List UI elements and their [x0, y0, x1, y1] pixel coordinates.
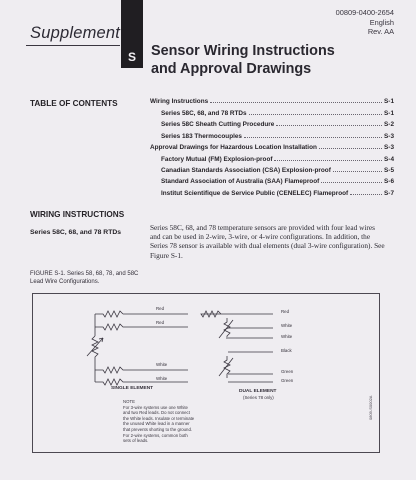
toc-item[interactable] [150, 95, 394, 105]
toc-leader [321, 182, 382, 183]
single-label-white-2: White [156, 376, 168, 381]
note-line: that prevents shorting to the ground. [123, 426, 193, 432]
wiring-body-text: Series 58C, 68, and 78 temperature sensors are provided with four lead wires and can be used in 2-wire, 3-wire, or 4-wire configurations. In addition, the Series 78 sensor is available with dual elements (dual 3-wire configuration). See Figure S-1. [150, 223, 385, 260]
toc-item-label: Wiring Instructions [150, 98, 209, 105]
toc-leader [276, 125, 382, 126]
toc-heading: TABLE OF CONTENTS [30, 99, 118, 108]
single-element-resistor [92, 336, 98, 382]
title-line-1: Sensor Wiring Instructions [151, 43, 335, 59]
toc-leader [249, 114, 382, 115]
wiring-subheading: Series 58C, 68, and 78 RTDs [30, 229, 122, 236]
toc-item-label: Canadian Standards Association (CSA) Explosion-proof [161, 167, 331, 174]
toc-item-label: Series 58C Sheath Cutting Procedure [161, 121, 275, 128]
dual-lead-wires-green [228, 374, 273, 382]
figure-note [123, 399, 194, 444]
drawing-id: 0809-S0002A [368, 395, 373, 420]
toc-leader [244, 137, 382, 138]
toc-item-label: Institut Scientifique de Service Public (CENELEC) Flameproof [161, 190, 349, 197]
supplement-label: Supplement [30, 24, 121, 42]
page-title [151, 42, 335, 78]
toc-item-label: Approval Drawings for Hazardous Location Installation [150, 144, 317, 151]
dual-element-caption: DUAL ELEMENT [239, 389, 277, 394]
note-line: the White leads. Insulate or terminate [123, 415, 195, 421]
single-label-white-1: White [156, 362, 168, 367]
toc-item-page: S-3 [384, 133, 394, 140]
toc-leader [350, 194, 382, 195]
single-element-drawing [87, 311, 188, 385]
toc-item-page: S-2 [384, 121, 394, 128]
supplement-underline [26, 45, 120, 46]
toc-item[interactable] [161, 107, 394, 117]
dual-element-drawing [201, 311, 273, 382]
doc-language: English [369, 17, 394, 27]
toc-item-label: Standard Association of Australia (SAA) Flameproof [161, 178, 320, 185]
note-line: and two Red leads. Do not connect [123, 410, 190, 416]
toc-item[interactable] [161, 130, 394, 140]
toc-leader [274, 160, 382, 161]
toc-item-page: S-5 [384, 167, 394, 174]
figure-caption-line-2: Lead Wire Configurations. [30, 278, 100, 285]
dual-label-red: Red [281, 309, 290, 314]
section-tab [121, 0, 143, 68]
dual-label-white-1: White [281, 323, 293, 328]
note-heading: NOTE [123, 399, 135, 404]
figure-caption [30, 271, 138, 286]
note-line: For 3-wire systems use one White [123, 404, 188, 410]
toc-item[interactable] [161, 118, 394, 128]
toc-item-page: S-1 [384, 110, 394, 117]
toc-item-page: S-3 [384, 144, 394, 151]
section-letter: S [127, 50, 136, 64]
dual-lead-wires-white [228, 328, 273, 338]
doc-number: 00809-0400-2654 [335, 8, 394, 17]
single-lead-resistor-4 [95, 379, 135, 385]
single-lead-resistor-1 [95, 311, 135, 317]
toc-leader [210, 102, 382, 103]
single-lead-resistor-2 [95, 324, 135, 330]
toc-item[interactable] [161, 175, 394, 185]
dual-lead-resistor-1 [201, 311, 273, 317]
single-element-caption: SINGLE ELEMENT [111, 386, 154, 391]
dual-element-resistor-2 [224, 356, 230, 378]
dual-element-resistor-1 [224, 318, 230, 339]
doc-revision: Rev. AA [367, 27, 394, 37]
dual-label-green-2: Green [281, 378, 294, 383]
wiring-diagram-svg [33, 294, 381, 454]
toc-item-page: S-4 [384, 156, 394, 163]
toc-item-label: Factory Mutual (FM) Explosion-proof [161, 156, 273, 163]
note-line: sets of leads. [123, 438, 149, 444]
single-label-red-2: Red [156, 320, 165, 325]
toc-item[interactable] [161, 164, 394, 174]
note-line: For 2-wire systems, common both [123, 432, 188, 438]
dual-label-white-2: White [281, 334, 293, 339]
toc-item-page: S-1 [384, 98, 394, 105]
toc-item[interactable] [161, 187, 394, 197]
wiring-diagram-figure [32, 293, 380, 453]
wiring-heading: WIRING INSTRUCTIONS [30, 210, 125, 219]
toc-item-page: S-7 [384, 190, 394, 197]
toc-leader [333, 171, 382, 172]
title-line-2: and Approval Drawings [151, 61, 312, 77]
single-lead-resistor-3 [95, 367, 135, 373]
figure-caption-line-1: FIGURE S-1. Series 58, 68, 78, and 58C [30, 271, 139, 277]
note-line: the unused White lead in a manner [123, 421, 190, 427]
toc-item[interactable] [161, 153, 394, 163]
toc-item[interactable] [150, 141, 394, 151]
dual-element-subcaption: (Series 78 only) [243, 395, 274, 400]
toc-item-label: Series 183 Thermocouples [161, 133, 242, 140]
dual-label-black: Black [281, 348, 292, 353]
toc-leader [319, 148, 382, 149]
toc-item-label: Series 58C, 68, and 78 RTDs [161, 110, 247, 117]
toc-item-page: S-6 [384, 178, 394, 185]
single-label-red-1: Red [156, 306, 165, 311]
dual-label-green-1: Green [281, 369, 294, 374]
document-number-block [336, 8, 394, 37]
